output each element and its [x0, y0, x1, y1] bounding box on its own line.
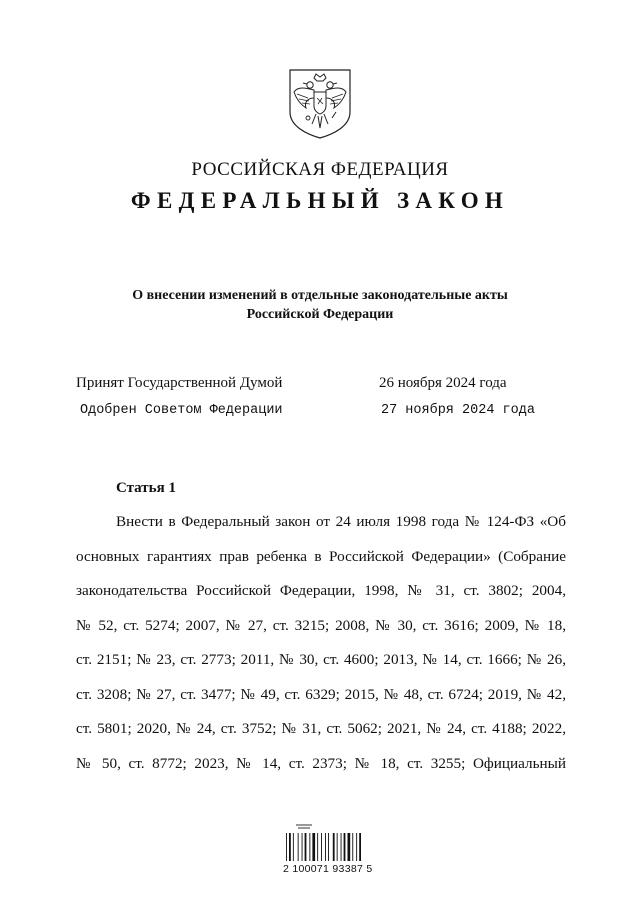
article-body [76, 512, 566, 788]
law-title [40, 286, 600, 324]
article-text-line: № 50, ст. 8772; 2023, № 14, ст. 2373; № 18, ст. 3255; Официальный [76, 754, 566, 772]
article-heading: Статья 1 [116, 480, 176, 496]
barcode-number: 2 100071 93387 5 [283, 863, 373, 875]
law-title-line-2: Российской Федерации [246, 307, 394, 322]
council-approval-label: Одобрен Советом Федерации [80, 403, 283, 418]
duma-adoption-label: Принят Государственной Думой [76, 375, 283, 391]
article-text-line: законодательства Российской Федерации, 1998, № 31, ст. 3802; 2004, [76, 582, 566, 599]
barcode-icon [282, 823, 366, 863]
country-name: РОССИЙСКАЯ ФЕДЕРАЦИЯ [191, 159, 449, 180]
article-text-line: ст. 5801; 2020, № 24, ст. 3752; № 31, ст. 5062; 2021, № 24, ст. 4188; 2022, [76, 720, 566, 737]
article-text-line: № 52, ст. 5274; 2007, № 27, ст. 3215; 2008, № 30, ст. 3616; 2009, № 18, [76, 616, 566, 634]
article-text-line: Внести в Федеральный закон от 24 июля 1998 года № 124-ФЗ «Об [116, 513, 566, 530]
coat-of-arms-icon [288, 68, 352, 140]
duma-adoption-date: 26 ноября 2024 года [379, 375, 507, 391]
law-title-line-1: О внесении изменений в отдельные законодательные акты [132, 288, 508, 303]
article-text-line: ст. 3208; № 27, ст. 3477; № 49, ст. 6329; 2015, № 48, ст. 6724; 2019, № 42, [76, 685, 566, 703]
council-approval-date: 27 ноября 2024 года [381, 403, 535, 418]
article-text-line: основных гарантиях прав ребенка в Российской Федерации» (Собрание [76, 547, 566, 565]
law-type-heading: ФЕДЕРАЛЬНЫЙ ЗАКОН [130, 188, 510, 213]
article-text-line: ст. 2151; № 23, ст. 2773; 2011, № 30, ст. 4600; 2013, № 14, ст. 1666; № 26, [76, 651, 566, 668]
